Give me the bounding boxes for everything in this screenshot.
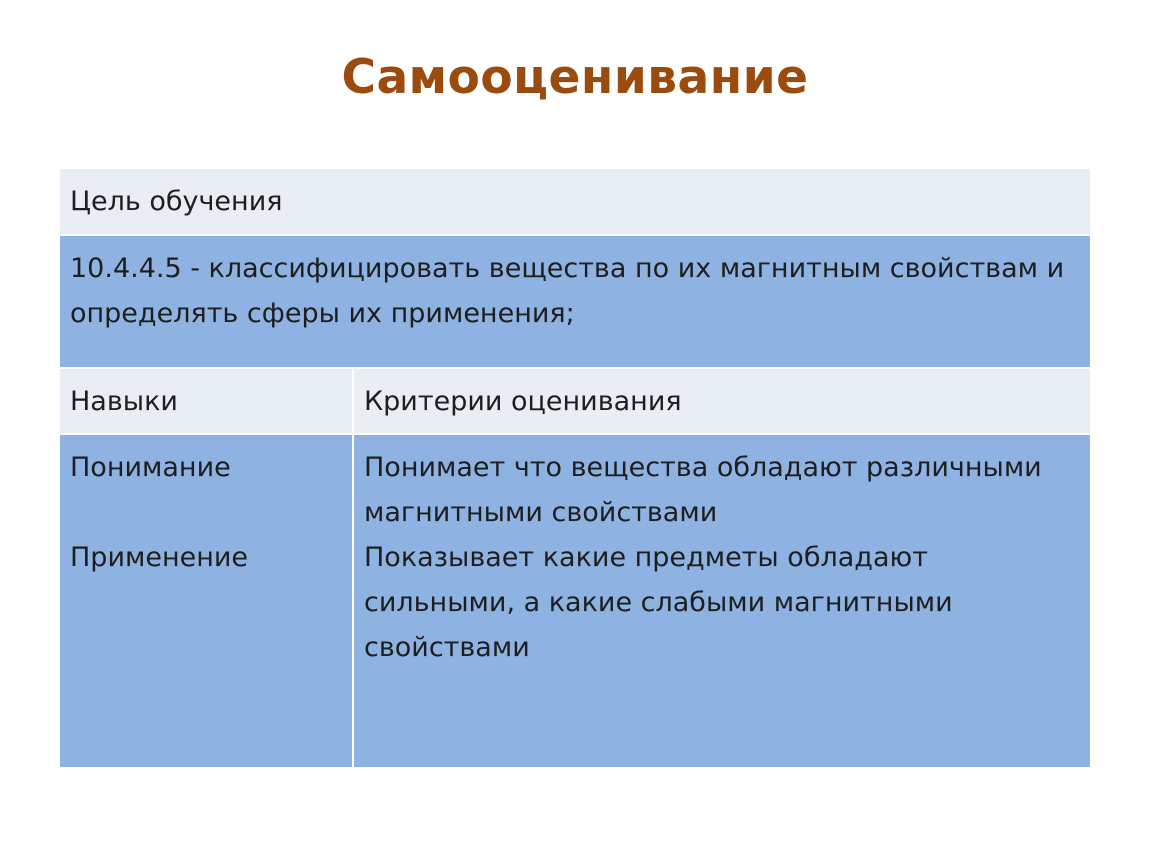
skill-understanding: Понимание: [70, 452, 231, 483]
criteria-cell: [354, 435, 1090, 767]
skills-header-cell: Навыки: [60, 369, 352, 433]
self-assessment-table: [60, 169, 1090, 767]
criterion-understanding: Понимает что вещества обладают различными магнитными свойствами: [364, 452, 1042, 528]
skill-application: Применение: [70, 542, 249, 573]
criteria-header-cell: Критерии оценивания: [354, 369, 1090, 433]
skill-spacer: [70, 490, 342, 535]
skills-cell: [60, 435, 352, 767]
goal-text-cell: 10.4.4.5 - классифицировать вещества по их магнитным свойствам и определять сферы их применения;: [60, 236, 1090, 367]
goal-header-cell: Цель обучения: [60, 169, 1090, 234]
criterion-application: Показывает какие предметы обладают сильными, а какие слабыми магнитными свойствами: [364, 542, 953, 663]
page-title: Самооценивание: [341, 50, 809, 105]
